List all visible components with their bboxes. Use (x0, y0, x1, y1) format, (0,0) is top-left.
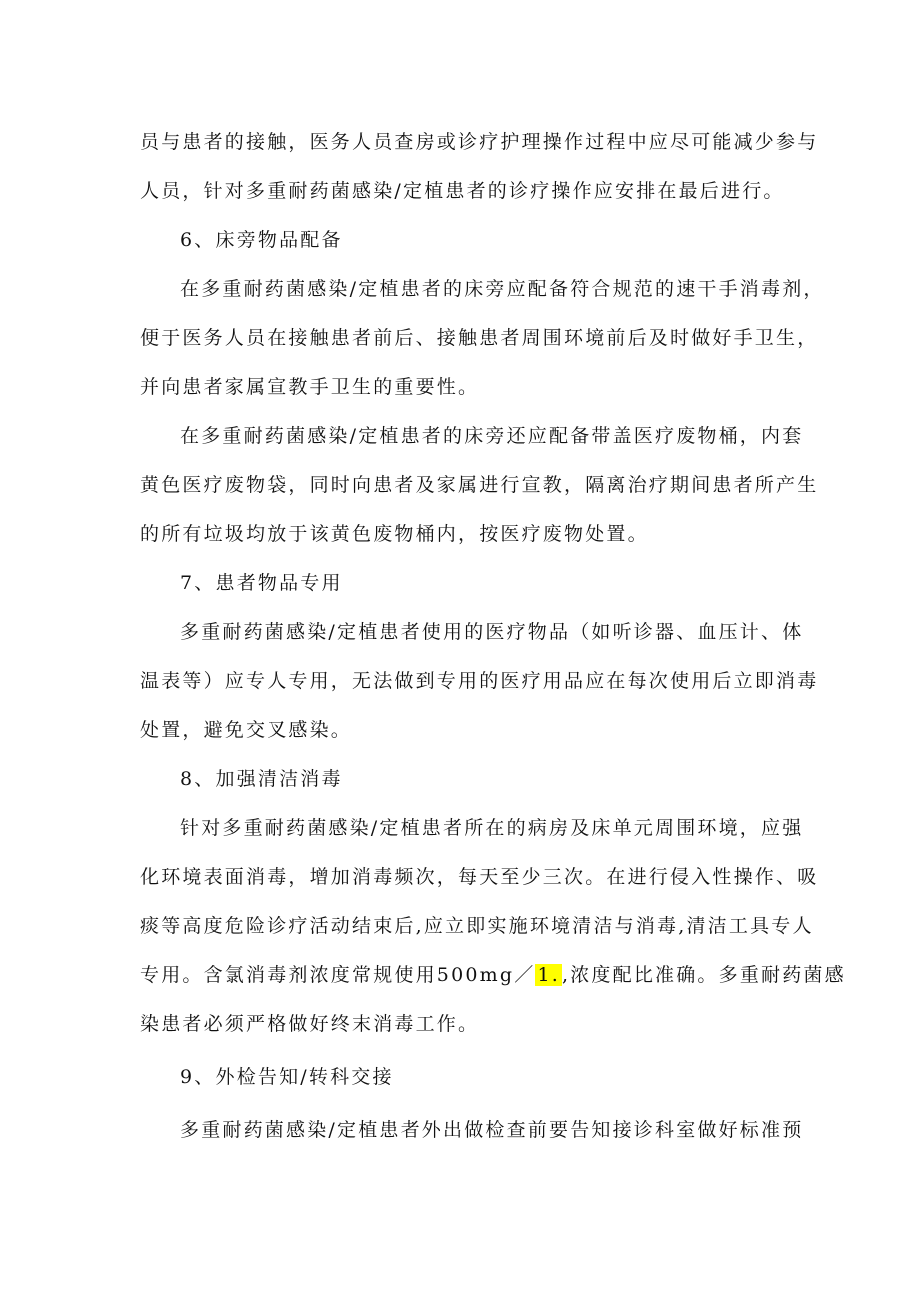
paragraph-waste-bin (140, 412, 819, 559)
text-line: 在多重耐药菌感染/定植患者的床旁应配备符合规范的速干手消毒剂， (180, 278, 825, 300)
text-line: 便于医务人员在接触患者前后、接触患者周围环境前后及时做好手卫生， (140, 327, 819, 349)
text-line: 染患者必须严格做好终末消毒工作。 (140, 1013, 480, 1035)
text-segment: ,浓度配比准确。多重耐药菌感 (561, 964, 846, 986)
paragraph-bedside-disinfectant (140, 265, 825, 412)
text-line: 的所有垃圾均放于该黄色废物桶内，按医疗废物处置。 (140, 523, 649, 545)
text-line: 痰等高度危险诊疗活动结束后,应立即实施环境清洁与消毒,清洁工具专人 (140, 915, 814, 937)
text-line: 并向患者家属宣教手卫生的重要性。 (140, 376, 480, 398)
text-line: 针对多重耐药菌感染/定植患者所在的病房及床单元周围环境，应强 (180, 817, 804, 839)
section-heading-9: 9、外检告知/转科交接 (180, 1066, 394, 1088)
text-line: 多重耐药菌感染/定植患者使用的医疗物品（如听诊器、血压计、体 (180, 621, 804, 643)
text-line: 温表等）应专人专用，无法做到专用的医疗用品应在每次使用后立即消毒 (140, 670, 819, 692)
section-heading-7: 7、患者物品专用 (180, 572, 343, 594)
section-heading-6: 6、床旁物品配备 (180, 229, 343, 251)
text-line: 处置，避免交叉感染。 (140, 719, 353, 741)
text-line: 黄色医疗废物袋，同时向患者及家属进行宣教，隔离治疗期间患者所产生 (140, 474, 819, 496)
text-line: 员与患者的接触，医务人员查房或诊疗护理操作过程中应尽可能减少参与 (140, 131, 819, 153)
text-line: 多重耐药菌感染/定植患者外出做检查前要告知接诊科室做好标准预 (180, 1119, 804, 1141)
paragraph-cleaning (140, 804, 846, 1049)
paragraph-dedicated-items (140, 608, 819, 755)
document-page (140, 118, 846, 1155)
paragraph-contact (140, 118, 819, 216)
text-line: 化环境表面消毒，增加消毒频次，每天至少三次。在进行侵入性操作、吸 (140, 866, 819, 888)
text-line: 人员，针对多重耐药菌感染/定植患者的诊疗操作应安排在最后进行。 (140, 180, 785, 202)
highlighted-text: 1. (537, 964, 560, 986)
section-heading-8: 8、加强清洁消毒 (180, 768, 343, 790)
paragraph-external-exam (140, 1106, 804, 1155)
text-line: 在多重耐药菌感染/定植患者的床旁还应配备带盖医疗废物桶，内套 (180, 425, 804, 447)
text-line (140, 951, 846, 1000)
text-segment: 专用。含氯消毒剂浓度常规使用500mg／ (140, 964, 536, 986)
